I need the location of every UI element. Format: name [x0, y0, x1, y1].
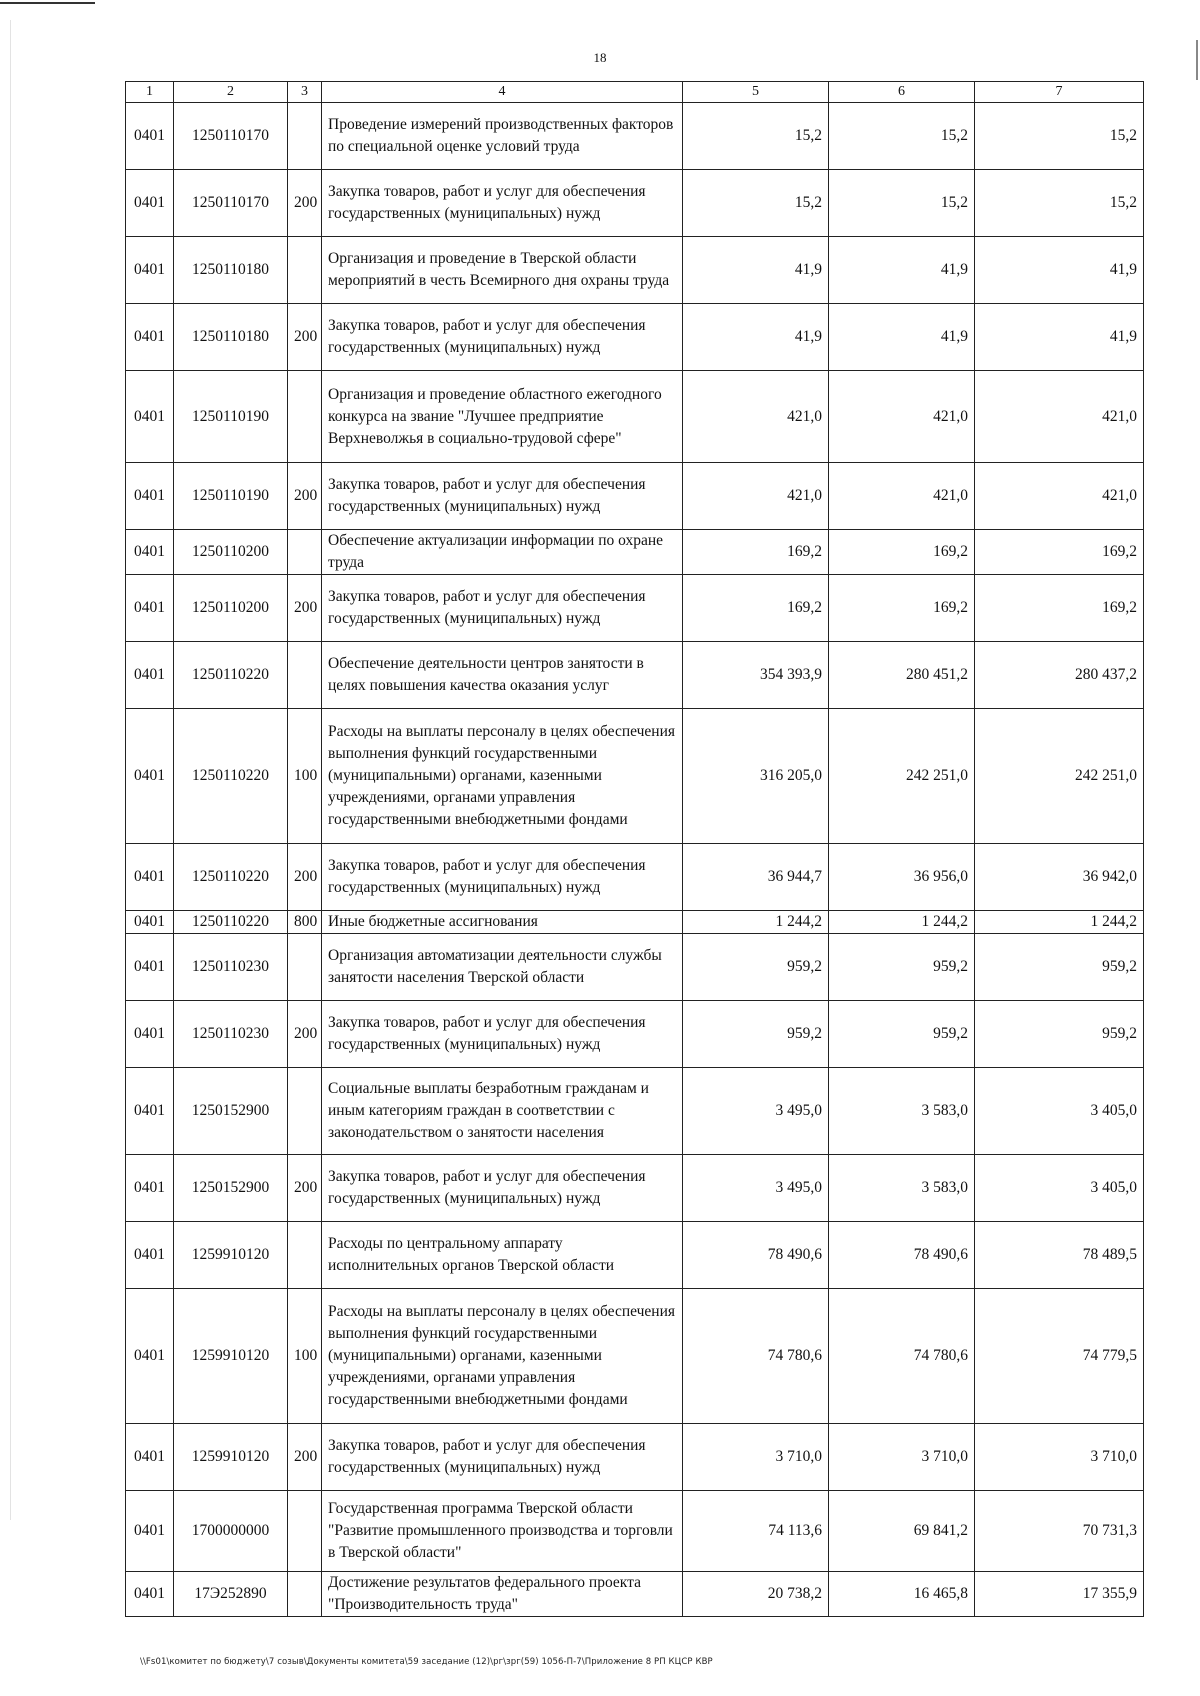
cell-target-article: 1259910120: [174, 1289, 288, 1424]
cell-expense-type: [288, 371, 322, 463]
cell-name: Проведение измерений производственных факторов по специальной оценке условий труда: [322, 103, 683, 170]
table-row: [126, 1572, 1144, 1617]
cell-expense-type: 200: [288, 304, 322, 371]
cell-name: Закупка товаров, работ и услуг для обеспечения государственных (муниципальных) нужд: [322, 304, 683, 371]
cell-target-article: 1259910120: [174, 1222, 288, 1289]
cell-expense-type: [288, 1491, 322, 1572]
cell-amount-col6: 169,2: [829, 530, 975, 575]
cell-target-article: 1250110200: [174, 575, 288, 642]
table-row: [126, 1424, 1144, 1491]
cell-expense-type: 800: [288, 911, 322, 934]
cell-amount-col7: 15,2: [975, 103, 1144, 170]
cell-target-article: 1250110230: [174, 934, 288, 1001]
table-row: [126, 934, 1144, 1001]
cell-target-article: 1250110220: [174, 911, 288, 934]
cell-expense-type: [288, 530, 322, 575]
cell-expense-type: 200: [288, 170, 322, 237]
cell-amount-col5: 959,2: [683, 934, 829, 1001]
cell-section: 0401: [126, 1491, 174, 1572]
cell-name: Закупка товаров, работ и услуг для обеспечения государственных (муниципальных) нужд: [322, 170, 683, 237]
page-number: 18: [593, 50, 607, 65]
cell-amount-col7: 74 779,5: [975, 1289, 1144, 1424]
cell-target-article: 1250110220: [174, 709, 288, 844]
cell-section: 0401: [126, 844, 174, 911]
cell-amount-col7: 959,2: [975, 1001, 1144, 1068]
cell-section: 0401: [126, 237, 174, 304]
cell-amount-col5: 421,0: [683, 463, 829, 530]
header-col-2: 2: [174, 82, 288, 103]
table-row: [126, 709, 1144, 844]
cell-section: 0401: [126, 1155, 174, 1222]
cell-section: 0401: [126, 170, 174, 237]
cell-amount-col7: 421,0: [975, 463, 1144, 530]
cell-target-article: 1250110220: [174, 844, 288, 911]
cell-name: Закупка товаров, работ и услуг для обеспечения государственных (муниципальных) нужд: [322, 844, 683, 911]
cell-amount-col5: 3 495,0: [683, 1155, 829, 1222]
header-col-5: 5: [683, 82, 829, 103]
header-col-7: 7: [975, 82, 1144, 103]
cell-section: 0401: [126, 575, 174, 642]
cell-name: Расходы по центральному аппарату исполнительных органов Тверской области: [322, 1222, 683, 1289]
cell-expense-type: 200: [288, 1155, 322, 1222]
cell-target-article: 1250110170: [174, 170, 288, 237]
cell-section: 0401: [126, 934, 174, 1001]
cell-amount-col6: 421,0: [829, 463, 975, 530]
cell-amount-col7: 242 251,0: [975, 709, 1144, 844]
cell-expense-type: 200: [288, 575, 322, 642]
cell-amount-col7: 17 355,9: [975, 1572, 1144, 1617]
cell-amount-col7: 70 731,3: [975, 1491, 1144, 1572]
cell-section: 0401: [126, 1068, 174, 1155]
cell-name: Иные бюджетные ассигнования: [322, 911, 683, 934]
cell-amount-col5: 15,2: [683, 103, 829, 170]
cell-amount-col7: 3 405,0: [975, 1155, 1144, 1222]
cell-amount-col5: 41,9: [683, 237, 829, 304]
cell-name: Социальные выплаты безработным гражданам и иным категориям граждан в соответствии с законодательством о занятости населения: [322, 1068, 683, 1155]
cell-expense-type: 200: [288, 463, 322, 530]
cell-section: 0401: [126, 1222, 174, 1289]
cell-section: 0401: [126, 1001, 174, 1068]
cell-amount-col5: 959,2: [683, 1001, 829, 1068]
cell-target-article: 1250110180: [174, 237, 288, 304]
cell-amount-col5: 3 710,0: [683, 1424, 829, 1491]
table-body: [126, 103, 1144, 1617]
cell-section: 0401: [126, 371, 174, 463]
cell-section: 0401: [126, 1424, 174, 1491]
table-row: [126, 237, 1144, 304]
cell-amount-col6: 74 780,6: [829, 1289, 975, 1424]
cell-amount-col5: 3 495,0: [683, 1068, 829, 1155]
cell-amount-col5: 15,2: [683, 170, 829, 237]
cell-expense-type: [288, 642, 322, 709]
cell-amount-col5: 316 205,0: [683, 709, 829, 844]
table-row: [126, 1289, 1144, 1424]
cell-amount-col6: 3 583,0: [829, 1068, 975, 1155]
cell-amount-col6: 242 251,0: [829, 709, 975, 844]
cell-expense-type: 100: [288, 709, 322, 844]
cell-expense-type: 200: [288, 1424, 322, 1491]
cell-section: 0401: [126, 304, 174, 371]
cell-target-article: 1250110220: [174, 642, 288, 709]
cell-amount-col6: 169,2: [829, 575, 975, 642]
table-row: [126, 103, 1144, 170]
cell-amount-col5: 78 490,6: [683, 1222, 829, 1289]
cell-amount-col5: 74 113,6: [683, 1491, 829, 1572]
cell-name: Организация и проведение областного ежегодного конкурса на звание "Лучшее предприятие Верхневолжья в социально-трудовой сфере": [322, 371, 683, 463]
cell-expense-type: [288, 1068, 322, 1155]
cell-amount-col6: 1 244,2: [829, 911, 975, 934]
cell-amount-col7: 280 437,2: [975, 642, 1144, 709]
cell-name: Расходы на выплаты персоналу в целях обеспечения выполнения функций государственными (муниципальными) органами, казенными учреждениями, органами управления государственными внебюджетными фондами: [322, 1289, 683, 1424]
cell-section: 0401: [126, 103, 174, 170]
cell-amount-col5: 20 738,2: [683, 1572, 829, 1617]
cell-amount-col5: 41,9: [683, 304, 829, 371]
table-row: [126, 844, 1144, 911]
cell-amount-col7: 169,2: [975, 575, 1144, 642]
cell-target-article: 1250152900: [174, 1068, 288, 1155]
cell-target-article: 1250152900: [174, 1155, 288, 1222]
cell-section: 0401: [126, 709, 174, 844]
cell-amount-col6: 78 490,6: [829, 1222, 975, 1289]
cell-target-article: 1250110170: [174, 103, 288, 170]
cell-amount-col5: 421,0: [683, 371, 829, 463]
cell-expense-type: 200: [288, 844, 322, 911]
cell-target-article: 1250110190: [174, 463, 288, 530]
cell-amount-col5: 169,2: [683, 575, 829, 642]
cell-section: 0401: [126, 1572, 174, 1617]
cell-amount-col7: 1 244,2: [975, 911, 1144, 934]
cell-amount-col6: 280 451,2: [829, 642, 975, 709]
table-row: [126, 530, 1144, 575]
table-row: [126, 1491, 1144, 1572]
table-row: [126, 1155, 1144, 1222]
table-row: [126, 575, 1144, 642]
cell-amount-col5: 1 244,2: [683, 911, 829, 934]
header-col-3: 3: [288, 82, 322, 103]
cell-name: Организация и проведение в Тверской области мероприятий в честь Всемирного дня охраны труда: [322, 237, 683, 304]
cell-amount-col7: 3 405,0: [975, 1068, 1144, 1155]
table-row: [126, 642, 1144, 709]
cell-name: Обеспечение актуализации информации по охране труда: [322, 530, 683, 575]
cell-amount-col7: 15,2: [975, 170, 1144, 237]
table-row: [126, 1001, 1144, 1068]
cell-name: Закупка товаров, работ и услуг для обеспечения государственных (муниципальных) нужд: [322, 1424, 683, 1491]
cell-amount-col7: 959,2: [975, 934, 1144, 1001]
cell-target-article: 1259910120: [174, 1424, 288, 1491]
table-row: [126, 170, 1144, 237]
cell-target-article: 1250110190: [174, 371, 288, 463]
table-row: [126, 911, 1144, 934]
cell-name: Обеспечение деятельности центров занятости в целях повышения качества оказания услуг: [322, 642, 683, 709]
cell-amount-col7: 3 710,0: [975, 1424, 1144, 1491]
cell-expense-type: 200: [288, 1001, 322, 1068]
header-row: [126, 82, 1144, 103]
cell-amount-col5: 74 780,6: [683, 1289, 829, 1424]
cell-amount-col7: 78 489,5: [975, 1222, 1144, 1289]
cell-target-article: 1250110180: [174, 304, 288, 371]
cell-name: Закупка товаров, работ и услуг для обеспечения государственных (муниципальных) нужд: [322, 575, 683, 642]
cell-section: 0401: [126, 911, 174, 934]
cell-name: Государственная программа Тверской области "Развитие промышленного производства и торговли в Тверской области": [322, 1491, 683, 1572]
cell-amount-col6: 69 841,2: [829, 1491, 975, 1572]
cell-amount-col6: 16 465,8: [829, 1572, 975, 1617]
cell-name: Закупка товаров, работ и услуг для обеспечения государственных (муниципальных) нужд: [322, 1155, 683, 1222]
cell-amount-col6: 36 956,0: [829, 844, 975, 911]
cell-amount-col6: 3 710,0: [829, 1424, 975, 1491]
cell-target-article: 1700000000: [174, 1491, 288, 1572]
header-col-1: 1: [126, 82, 174, 103]
table-row: [126, 463, 1144, 530]
cell-amount-col6: 15,2: [829, 103, 975, 170]
cell-target-article: 17Э252890: [174, 1572, 288, 1617]
cell-target-article: 1250110230: [174, 1001, 288, 1068]
cell-amount-col7: 421,0: [975, 371, 1144, 463]
scan-left-edge: [10, 20, 11, 1520]
cell-amount-col7: 41,9: [975, 237, 1144, 304]
cell-expense-type: [288, 237, 322, 304]
cell-amount-col5: 169,2: [683, 530, 829, 575]
footer-file-path: \\Fs01\комитет по бюджету\7 созыв\Документы комитета\59 заседание (12)\рг\зрг(59) 1056-П-7\Приложение 8 РП КЦСР КВР: [140, 1657, 713, 1667]
cell-amount-col6: 41,9: [829, 304, 975, 371]
cell-expense-type: [288, 934, 322, 1001]
cell-amount-col7: 36 942,0: [975, 844, 1144, 911]
cell-target-article: 1250110200: [174, 530, 288, 575]
cell-name: Достижение результатов федерального проекта "Производительность труда": [322, 1572, 683, 1617]
table-row: [126, 304, 1144, 371]
header-col-6: 6: [829, 82, 975, 103]
cell-expense-type: [288, 1572, 322, 1617]
cell-amount-col6: 421,0: [829, 371, 975, 463]
cell-amount-col5: 36 944,7: [683, 844, 829, 911]
cell-section: 0401: [126, 530, 174, 575]
cell-expense-type: [288, 1222, 322, 1289]
cell-amount-col6: 959,2: [829, 1001, 975, 1068]
scan-top-line: [0, 2, 95, 4]
budget-table: [125, 81, 1144, 1617]
cell-amount-col6: 15,2: [829, 170, 975, 237]
table-row: [126, 371, 1144, 463]
header-col-4: 4: [322, 82, 683, 103]
cell-amount-col6: 959,2: [829, 934, 975, 1001]
cell-name: Организация автоматизации деятельности службы занятости населения Тверской области: [322, 934, 683, 1001]
cell-amount-col7: 41,9: [975, 304, 1144, 371]
cell-section: 0401: [126, 642, 174, 709]
table-row: [126, 1222, 1144, 1289]
cell-amount-col5: 354 393,9: [683, 642, 829, 709]
cell-section: 0401: [126, 463, 174, 530]
table-row: [126, 1068, 1144, 1155]
cell-name: Закупка товаров, работ и услуг для обеспечения государственных (муниципальных) нужд: [322, 463, 683, 530]
cell-expense-type: 100: [288, 1289, 322, 1424]
cell-amount-col6: 41,9: [829, 237, 975, 304]
cell-amount-col7: 169,2: [975, 530, 1144, 575]
cell-name: Расходы на выплаты персоналу в целях обеспечения выполнения функций государственными (муниципальными) органами, казенными учреждениями, органами управления государственными внебюджетными фондами: [322, 709, 683, 844]
cell-amount-col6: 3 583,0: [829, 1155, 975, 1222]
cell-section: 0401: [126, 1289, 174, 1424]
cell-expense-type: [288, 103, 322, 170]
cell-name: Закупка товаров, работ и услуг для обеспечения государственных (муниципальных) нужд: [322, 1001, 683, 1068]
